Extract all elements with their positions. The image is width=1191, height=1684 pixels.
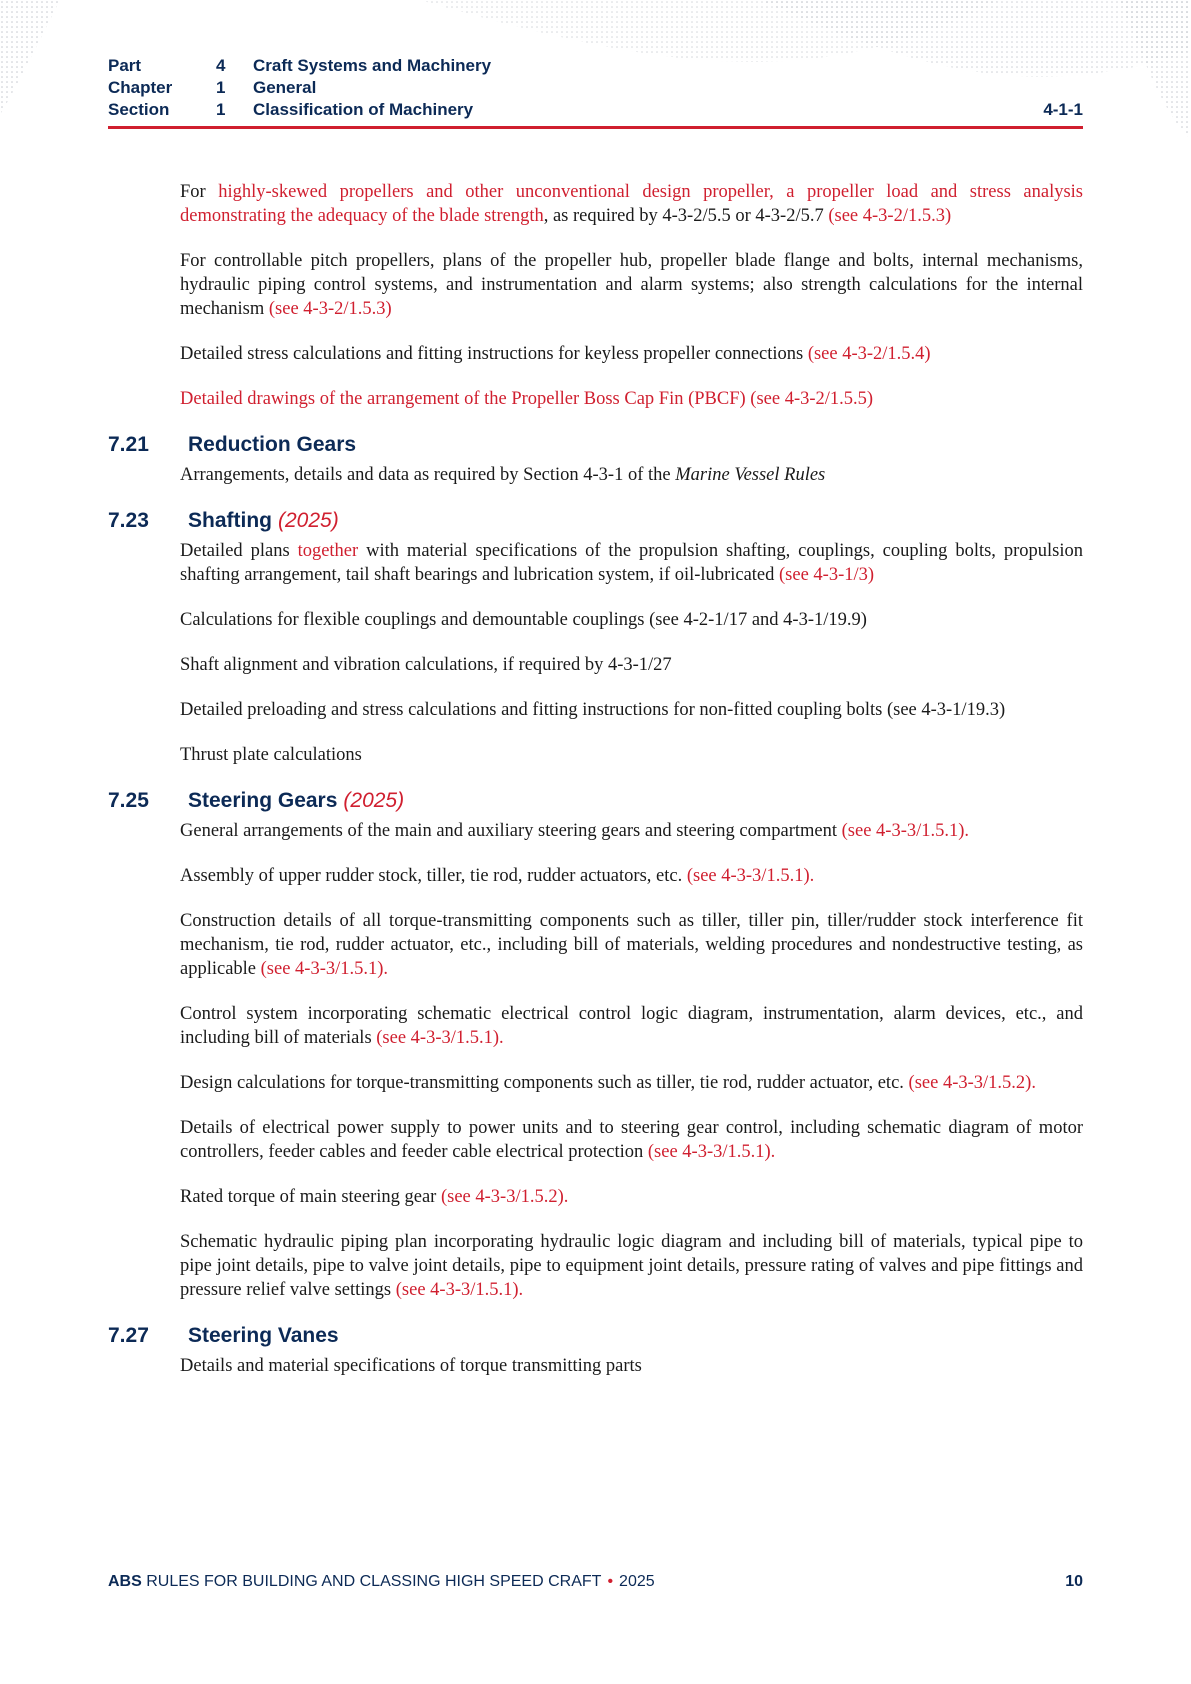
- header-row-chapter: [108, 77, 1083, 99]
- section-heading-7-21: [108, 432, 1083, 458]
- revised-text: highly-skewed propellers and other unconventional design propeller, a propeller load and stress analysis demonstrating the adequacy of the blade strength: [180, 182, 1084, 226]
- text: Detailed stress calculations and fitting instructions for keyless propeller connections: [180, 344, 808, 364]
- revised-text: together: [297, 541, 359, 561]
- section-title: Shafting: [188, 509, 272, 532]
- text: For: [180, 182, 219, 202]
- header-label: Chapter: [108, 78, 173, 97]
- cross-reference-link[interactable]: (see 4-3-3/1.5.2): [908, 1073, 1032, 1093]
- paragraph-steering-vanes: Details and material specifications of torque transmitting parts: [180, 1356, 642, 1376]
- text: Arrangements, details and data as required by Section 4-3-1 of the: [180, 465, 676, 485]
- section-heading-7-25: [108, 788, 1083, 814]
- header-row-part: [108, 55, 1083, 77]
- page-footer: [108, 1573, 1083, 1591]
- section-number: 7.21: [108, 433, 149, 456]
- abs-logo-text: ABS: [108, 1573, 142, 1590]
- cross-reference-link[interactable]: (see 4-3-2/1.5.3): [828, 206, 952, 226]
- header-number: 1: [216, 100, 226, 119]
- revised-text: Detailed drawings of the arrangement of the Propeller Boss Cap Fin (PBCF) (see 4-3-2/1.5.5): [180, 389, 874, 409]
- header-title: Classification of Machinery: [253, 100, 474, 119]
- header-number: 4: [216, 56, 226, 75]
- running-header: [108, 55, 1083, 121]
- text: Rated torque of main steering gear: [180, 1187, 441, 1207]
- text: Schematic hydraulic piping plan incorporating hydraulic logic diagram and including bill of materials, typical pipe to pipe joint details, pipe to valve joint details, pipe to equipment joint details, pressure rating of valves and pipe fittings and pressure relief valve settings: [180, 1232, 1083, 1300]
- rules-title: Marine Vessel Rules: [675, 465, 826, 485]
- footer-title: [108, 1573, 655, 1591]
- section-title: Reduction Gears: [188, 433, 357, 456]
- text: Details of electrical power supply to power units and to steering gear control, including schematic diagram of motor controllers, feeder cables and feeder cable electrical protection: [180, 1118, 1083, 1162]
- paragraph-hydraulic-piping: Schematic hydraulic piping plan incorporating hydraulic logic diagram and including bill of materials, typical pipe to pipe joint details, pipe to valve joint details, pipe to equipment joint details, pressure rating of valves and pipe fittings and pressure relief valve settings (see 4-3-3/1.5.1).: [180, 1232, 1083, 1300]
- cross-reference-link[interactable]: (see 4-3-3/1.5.1): [395, 1280, 519, 1300]
- cross-reference-link[interactable]: (see 4-3-2/1.5.4): [807, 344, 931, 364]
- text: Detailed plans: [180, 541, 298, 561]
- header-number: 1: [216, 78, 226, 97]
- section-number: 7.23: [108, 509, 149, 532]
- section-title: Steering Vanes: [188, 1324, 339, 1347]
- text: General arrangements of the main and auxiliary steering gears and steering compartment: [180, 821, 842, 841]
- page-number: 10: [1065, 1573, 1083, 1590]
- paragraph-steering-arrangement: General arrangements of the main and auxiliary steering gears and steering compartment (see 4-3-3/1.5.1).: [180, 821, 970, 841]
- paragraph-propeller-stress: [180, 180, 1083, 228]
- section-heading-7-27: [108, 1323, 1083, 1349]
- section-title: Steering Gears: [188, 789, 338, 812]
- cross-reference-link[interactable]: (see 4-3-2/1.5.3): [268, 299, 392, 319]
- revision-year: (2025): [343, 789, 405, 812]
- cross-reference-link[interactable]: (see 4-3-3/1.5.1): [686, 866, 810, 886]
- text: with material specifications of the propulsion shafting, couplings, coupling bolts, propulsion shafting arrangement, tail shaft bearings and lubrication system, if oil-lubricated: [180, 541, 1083, 585]
- text: Control system incorporating schematic electrical control logic diagram, instrumentation, alarm devices, etc., and including bill of materials: [180, 1004, 1083, 1048]
- header-title: Craft Systems and Machinery: [253, 56, 492, 75]
- paragraph-thrust-plate: Thrust plate calculations: [180, 745, 362, 765]
- cross-reference-link[interactable]: (see 4-3-3/1.5.1): [376, 1028, 500, 1048]
- paragraph-rated-torque: Rated torque of main steering gear (see 4-3-3/1.5.2).: [180, 1187, 569, 1207]
- revision-year: (2025): [278, 509, 339, 532]
- text: , as required by 4-3-2/5.5 or 4-3-2/5.7: [543, 206, 829, 226]
- header-title: General: [253, 78, 317, 97]
- paragraph-rudder-assembly: Assembly of upper rudder stock, tiller, tie rod, rudder actuators, etc. (see 4-3-3/1.5.1).: [180, 866, 815, 886]
- cross-reference-link[interactable]: (see 4-3-3/1.5.1): [647, 1142, 771, 1162]
- header-label: Section: [108, 100, 170, 119]
- paragraph-construction-details: Construction details of all torque-transmitting components such as tiller, tiller pin, tiller/rudder stock interference fit mechanism, tie rod, rudder actuator, etc., including bill of materials, welding procedures and nondestructive testing, as applicable (see 4-3-3/1.5.1).: [180, 911, 1083, 979]
- cross-reference-link[interactable]: (see 4-3-3/1.5.1): [260, 959, 384, 979]
- header-label: Part: [108, 56, 142, 75]
- paragraph-controllable-pitch: [180, 249, 1083, 321]
- cross-reference-link[interactable]: (see 4-3-1/3): [779, 565, 875, 585]
- paragraph-keyless-propeller: [180, 342, 1083, 366]
- paragraph-control-system: Control system incorporating schematic electrical control logic diagram, instrumentation, alarm devices, etc., and including bill of materials (see 4-3-3/1.5.1).: [180, 1004, 1083, 1048]
- paragraph-design-calculations: Design calculations for torque-transmitting components such as tiller, tie rod, rudder actuator, etc. (see 4-3-3/1.5.2).: [180, 1073, 1036, 1093]
- text: Design calculations for torque-transmitting components such as tiller, tie rod, rudder actuator, etc.: [180, 1073, 909, 1093]
- header-rule: [108, 126, 1083, 129]
- cross-reference-link[interactable]: (see 4-3-3/1.5.1): [841, 821, 965, 841]
- section-code: 4-1-1: [1043, 100, 1083, 119]
- paragraph-pbcf: [180, 387, 1083, 411]
- section-number: 7.25: [108, 789, 149, 812]
- paragraph-couplings: Calculations for flexible couplings and demountable couplings (see 4-2-1/17 and 4-3-1/19.9): [180, 610, 867, 630]
- page-body: [108, 180, 1083, 1399]
- cross-reference-link[interactable]: (see 4-3-3/1.5.2): [440, 1187, 564, 1207]
- footer-separator: •: [607, 1573, 614, 1590]
- header-row-section: [108, 99, 1083, 121]
- footer-year: 2025: [619, 1573, 655, 1590]
- paragraph-alignment: Shaft alignment and vibration calculations, if required by 4-3-1/27: [180, 655, 672, 675]
- text: For controllable pitch propellers, plans of the propeller hub, propeller blade flange and bolts, internal mechanisms, hydraulic piping control systems, and instrumentation and alarm systems; also strength calculations for the internal mechanism: [180, 251, 1083, 319]
- paragraph-reduction-gears: [180, 463, 1083, 487]
- section-number: 7.27: [108, 1324, 149, 1347]
- text: Construction details of all torque-transmitting components such as tiller, tiller pin, tiller/rudder stock interference fit mechanism, tie rod, rudder actuator, etc., including bill of materials, welding procedures and nondestructive testing, as applicable: [180, 911, 1083, 979]
- text: Assembly of upper rudder stock, tiller, tie rod, rudder actuators, etc.: [180, 866, 687, 886]
- paragraph-shafting-plans: [180, 539, 1083, 587]
- footer-rules-title: RULES FOR BUILDING AND CLASSING HIGH SPEED CRAFT: [146, 1573, 602, 1590]
- paragraph-power-supply: Details of electrical power supply to power units and to steering gear control, including schematic diagram of motor controllers, feeder cables and feeder cable electrical protection (see 4-3-3/1.5.1).: [180, 1118, 1083, 1162]
- paragraph-preloading: Detailed preloading and stress calculations and fitting instructions for non-fitted coupling bolts (see 4-3-1/19.3): [180, 700, 1006, 720]
- section-heading-7-23: [108, 508, 1083, 534]
